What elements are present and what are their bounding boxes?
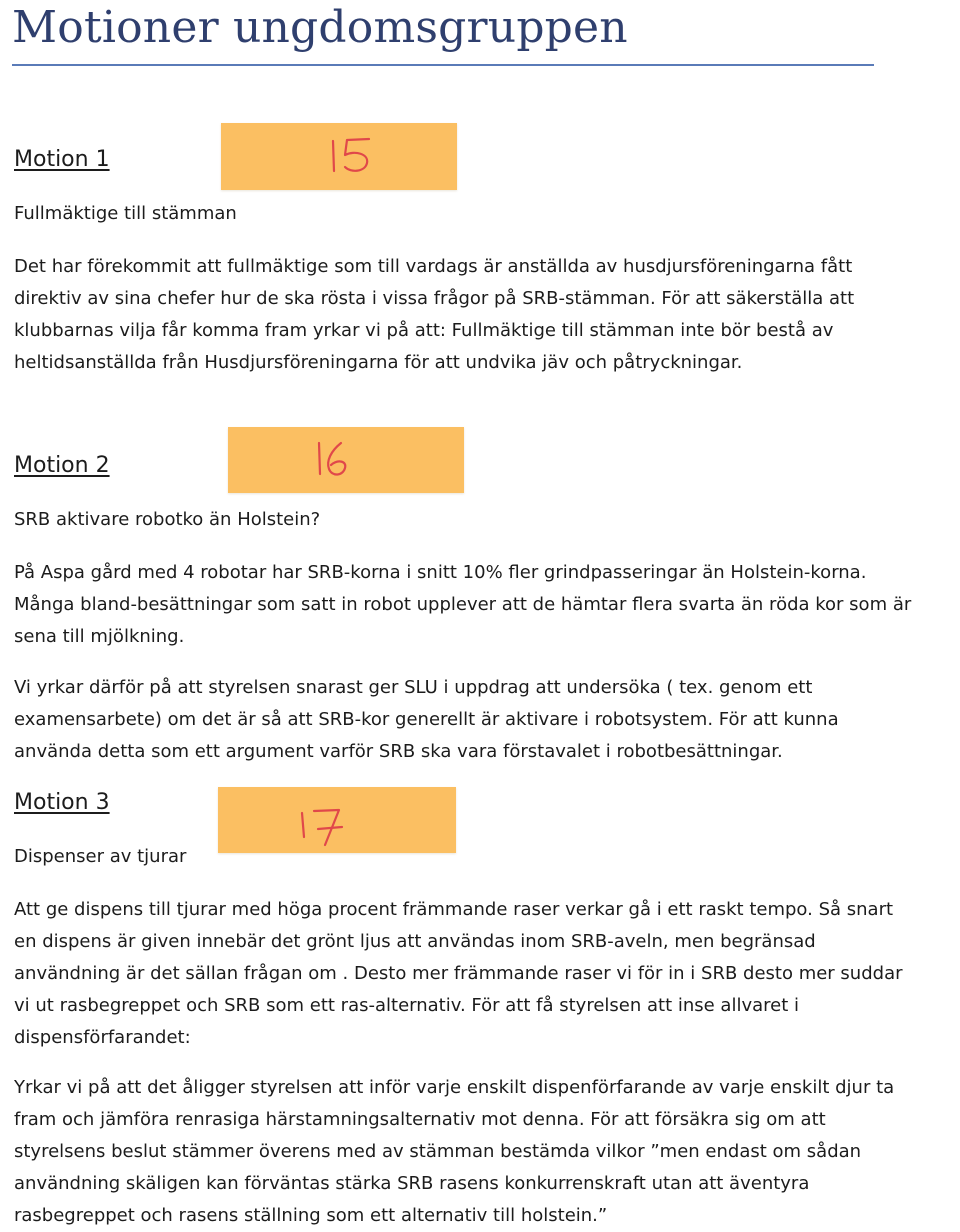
motion-3-subject: Dispenser av tjurar [14,846,187,867]
document-title: Motioner ungdomsgruppen [12,2,628,53]
motion-2-paragraph-1: På Aspa gård med 4 robotar har SRB-korna i snitt 10% fler grindpasseringar än Holstein-korna. Många bland-besättningar som satt in robot upplever att de hämtar flera svarta än röda kor som är sena till mjölkning. [14,562,912,647]
motion-2-heading: Motion 2 [14,453,110,478]
motion-1-subject: Fullmäktige till stämman [14,203,237,224]
motion-3-paragraph-1: Att ge dispens till tjurar med höga procent främmande raser verkar gå i ett raskt tempo. Så snart en dispens är given innebär det grönt ljus att användas inom SRB-aveln, men begränsad användning är det sällan frågan om . Desto mer främmande raser vi för in i SRB desto mer suddar vi ut rasbegreppet och SRB som ett ras-alternativ. För att få styrelsen att inse allvaret i dispensförfarandet: [14,899,903,1048]
motion-3-paragraph-2: Yrkar vi på att det åligger styrelsen att inför varje enskilt dispenförfarande av varje enskilt djur ta fram och jämföra renrasiga härstamningsalternativ mot denna. För att försäkra sig om att styrelsens beslut stämmer överens med av stämman bestämda vilkor ”men endast om sådan användning skäligen kan förväntas stärka SRB rasens konkurrenskraft utan att äventyra rasbegreppet och rasens ställning som ett alternativ till holstein.” [14,1077,895,1226]
handwritten-number-16 [228,427,464,493]
motion-2-paragraph-2: Vi yrkar därför på att styrelsen snarast ger SLU i uppdrag att undersöka ( tex. genom ett examensarbete) om det är så att SRB-kor generellt är aktivare i robotsystem. För att kunna använda detta som ett argument varför SRB ska vara förstavalet i robotbesättningar. [14,677,839,762]
motion-1-sticky-note [221,123,457,190]
motion-1-heading: Motion 1 [14,147,110,172]
motion-3-heading: Motion 3 [14,790,110,815]
handwritten-number-17 [218,787,456,853]
motion-2-sticky-note [228,427,464,493]
motion-1-paragraph-1: Det har förekommit att fullmäktige som till vardags är anställda av husdjursföreningarna fått direktiv av sina chefer hur de ska rösta i vissa frågor på SRB-stämman. För att säkerställa att klubbarnas vilja får komma fram yrkar vi på att: Fullmäktige till stämman inte bör bestå av heltidsanställda från Husdjursföreningarna för att undvika jäv och påtryckningar. [14,256,855,373]
motion-3-sticky-note [218,787,456,853]
motion-2-subject: SRB aktivare robotko än Holstein? [14,509,321,530]
title-divider [12,64,874,66]
handwritten-number-15 [221,123,457,190]
